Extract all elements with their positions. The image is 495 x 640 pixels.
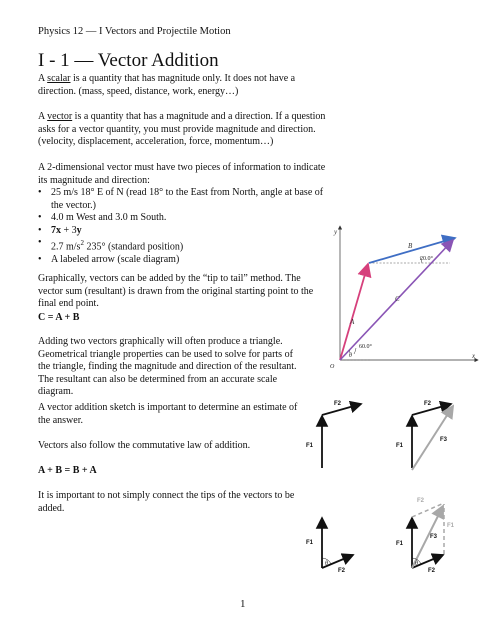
f1-label: F1 xyxy=(306,540,314,546)
theta-label: θ xyxy=(325,561,328,567)
f1-gray-label: F1 xyxy=(447,523,455,529)
graphical-method-text: Graphically, vectors can be added by the “tip to tail” method. The vector sum (resultant) is drawn from the original starting point to the final end point. xyxy=(38,273,314,309)
f2-arrow xyxy=(412,404,451,415)
f2-label: F2 xyxy=(424,401,432,407)
f2-gray-label: F2 xyxy=(417,498,425,504)
page-number: 1 xyxy=(240,598,246,610)
f1-label: F1 xyxy=(396,443,404,449)
theta-label: θ xyxy=(415,561,418,567)
sketch-tail-to-tail xyxy=(305,500,385,580)
f3-label: F3 xyxy=(440,437,448,443)
list-item: • 2.7 $m/s^2$ 235° (standard position) xyxy=(38,237,328,254)
list-item: • 4.0 m West and 3.0 m South. xyxy=(38,212,328,225)
two-d-intro: A 2-dimensional vector must have two pieces of information to indicate its magnitude and direction: xyxy=(38,162,326,186)
equation-commutative: A + B = B + A xyxy=(38,465,97,476)
page-header: Physics 12 — I Vectors and Projectile Motion xyxy=(38,26,231,37)
label-vector-c: C xyxy=(395,295,400,303)
scalar-term: scalar xyxy=(47,73,71,84)
f1-label: F1 xyxy=(306,443,314,449)
section-title: I - 1 — Vector Addition xyxy=(38,50,219,71)
origin-label: O xyxy=(330,364,335,370)
list-item: • 7x + 3y xyxy=(38,225,328,238)
label-vector-a: A xyxy=(350,318,355,326)
vector-term: vector xyxy=(47,111,73,122)
sketch-parallelogram xyxy=(395,490,485,580)
f2-label: F2 xyxy=(338,568,346,574)
list-item: • A labeled arrow (scale diagram) xyxy=(38,254,328,267)
angle-label-a: 60.0° xyxy=(359,344,372,350)
sketch-f1-f2 xyxy=(305,398,385,488)
label-vector-b: B xyxy=(408,242,413,250)
equation-c: C = A + B xyxy=(38,312,80,323)
angle-label-theta: θ xyxy=(349,353,352,359)
sketch-f3-resultant xyxy=(395,398,485,488)
f3-label: F3 xyxy=(430,534,438,540)
f3-resultant-arrow xyxy=(412,506,443,568)
f2-label: F2 xyxy=(334,401,342,407)
vector-examples-list xyxy=(38,187,328,266)
angle-arc-a xyxy=(354,348,356,354)
triangle-text: Adding two vectors graphically will often produce a triangle. Geometrical triangle properties can be used to solve for parts of the triangle, finding the magnitude and direction of the resultant. The resultant can also be determined from an accurate scale diagram. xyxy=(38,336,297,397)
vector-definition: A vector is a quantity that has a magnitude and a direction. If a question asks for a vector quantity, you must provide magnitude and direction. (velocity, displacement, acceleration, force, momentum…) xyxy=(38,111,326,147)
sketch-text: A vector addition sketch is important to determine an estimate of the answer. xyxy=(38,402,298,426)
angle-label-b: 20.0° xyxy=(420,256,433,262)
vector-addition-diagram xyxy=(322,222,482,372)
tips-warning-text: It is important to not simply connect the tips of the vectors to be added. xyxy=(38,490,295,514)
f2-arrow xyxy=(322,404,361,415)
f1-label: F1 xyxy=(396,541,404,547)
f2-label: F2 xyxy=(428,568,436,574)
commutative-text: Vectors also follow the commutative law of addition. xyxy=(38,440,251,451)
list-item: • 25 m/s 18° E of N (read 18° to the East from North, angle at base of the vector.) xyxy=(38,187,328,212)
scalar-definition: A scalar is a quantity that has magnitude only. It does not have a direction. (mass, speed, distance, work, energy…) xyxy=(38,73,296,97)
x-axis-label: x xyxy=(472,352,476,360)
y-axis-label: y xyxy=(334,228,338,236)
